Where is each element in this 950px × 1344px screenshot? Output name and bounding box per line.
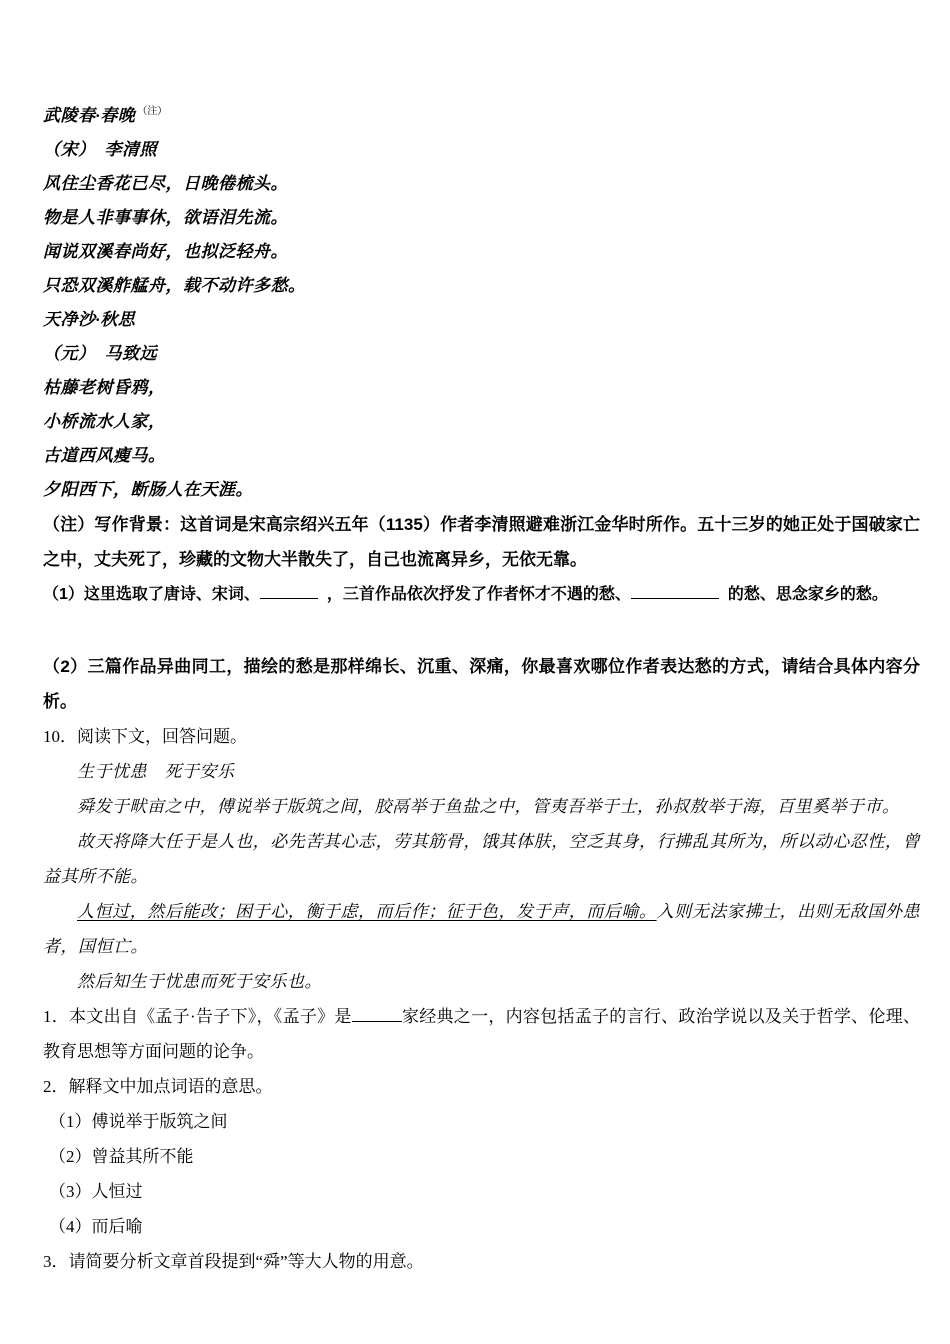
q1-text-after-blank: 家经典之一，内容包括孟子的言行、政治学说以及关于哲学、伦理、教育思想等方面问题的论争。	[43, 1007, 920, 1061]
passage-para-1: 舜发于畎亩之中，傅说举于版筑之间，胶鬲举于鱼盐之中，管夷吾举于士，孙叔敖举于海，百里奚举于市。	[77, 797, 900, 816]
question-3: 3．请简要分析文章首段提到“舜”等大人物的用意。	[43, 1252, 424, 1271]
q9-1-text-3: 的愁、思念家乡的愁。	[727, 586, 888, 603]
passage-para-3	[43, 894, 920, 964]
poem1-title: 武陵春·春晚	[43, 106, 136, 125]
q9-1-text-2: ，三首作品依次抒发了作者怀才不遇的愁、	[326, 586, 631, 603]
poem2-line-2: 小桥流水人家，	[43, 412, 166, 431]
poem2-line-3: 古道西风瘦马。	[43, 446, 166, 465]
question-10-heading: 10．阅读下文，回答问题。	[43, 727, 247, 746]
passage-para-3-rest: 入则无法家拂士，出则无敌国外患者，国恒亡。	[43, 902, 921, 956]
poem1-note-marker: （注）	[137, 106, 168, 117]
question-9-2: （2）三篇作品异曲同工，描绘的愁是那样绵长、沉重、深痛，你最喜欢哪位作者表达愁的方式，请结合具体内容分析。	[43, 657, 920, 711]
poem1-title-line	[43, 95, 920, 133]
question-1	[43, 999, 920, 1069]
question-2-item-1: （1）傅说举于版筑之间	[49, 1112, 228, 1131]
poem1-line-3: 闻说双溪春尚好，也拟泛轻舟。	[43, 242, 288, 261]
poem1-line-1: 风住尘香花已尽，日晚倦梳头。	[43, 174, 288, 193]
question-2-item-3: （3）人恒过	[49, 1182, 143, 1201]
question-9-1	[43, 577, 920, 612]
poem1-line-4: 只恐双溪舴艋舟，载不动许多愁。	[43, 276, 306, 295]
q9-1-blank-2	[631, 582, 719, 599]
poem2-line-1: 枯藤老树昏鸦，	[43, 378, 166, 397]
poem1-author: （宋） 李清照	[43, 140, 157, 159]
passage-title: 生于忧患 死于安乐	[77, 762, 235, 781]
passage-para-2: 故天将降大任于是人也，必先苦其心志，劳其筋骨，饿其体肤，空乏其身，行拂乱其所为，所以动心忍性，曾益其所不能。	[43, 832, 920, 886]
q9-1-blank-1	[260, 582, 318, 599]
poem2-line-4: 夕阳西下，断肠人在天涯。	[43, 480, 253, 499]
passage-para-4: 然后知生于忧患而死于安乐也。	[77, 972, 322, 991]
poem1-line-2: 物是人非事事休，欲语泪先流。	[43, 208, 288, 227]
background-note: （注）写作背景：这首词是宋高宗绍兴五年（1135）作者李清照避难浙江金华时所作。五十三岁的她正处于国破家亡之中，丈夫死了，珍藏的文物大半散失了，自己也流离异乡，无依无靠。	[43, 515, 920, 569]
passage-underlined-sentence: 人恒过，然后能改；困于心，衡于虑，而后作；征于色，发于声，而后喻。	[77, 902, 657, 921]
poem2-title: 天净沙·秋思	[43, 310, 136, 329]
q9-1-text-1: （1）这里选取了唐诗、宋词、	[43, 586, 260, 603]
question-2-item-2: （2）曾益其所不能	[49, 1147, 194, 1166]
q1-blank	[352, 1004, 402, 1022]
question-2-heading: 2．解释文中加点词语的意思。	[43, 1077, 273, 1096]
question-2-item-4: （4）而后喻	[49, 1217, 143, 1236]
q1-text-before-blank: 1．本文出自《孟子·告子下》，《孟子》是	[43, 1007, 352, 1026]
poem2-author: （元） 马致远	[43, 344, 157, 363]
